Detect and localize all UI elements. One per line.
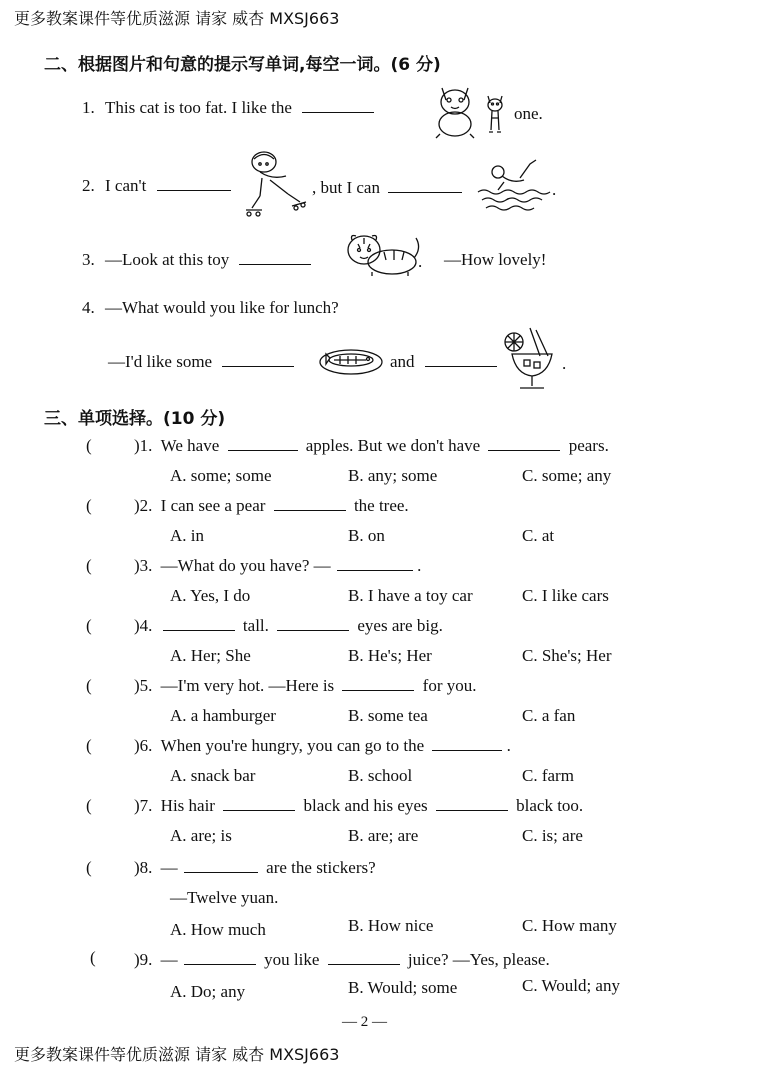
mc-q1-option-a[interactable]: A. some; some (170, 466, 272, 485)
mc-q6-option-c[interactable]: C. farm (522, 766, 574, 785)
answer-blank[interactable] (425, 352, 497, 367)
mc-q7-option-a[interactable]: A. are; is (170, 826, 232, 845)
s2-q4-text-b-label: and (390, 352, 415, 371)
s2-q4-text-b (390, 352, 497, 372)
swimming-icon (476, 158, 552, 212)
s2-q1-after: one. (514, 104, 543, 123)
answer-blank[interactable] (157, 176, 231, 191)
fish-dish-icon (318, 340, 384, 376)
answer-paren[interactable]: ( (86, 496, 92, 515)
mc-q8-reply: —Twelve yuan. (170, 888, 279, 907)
mc-q8-option-a[interactable]: A. How much (170, 920, 266, 939)
mc-question-8 (134, 858, 376, 878)
answer-blank[interactable] (163, 616, 235, 631)
s2-question-2 (82, 176, 231, 196)
mc-q7-option-b[interactable]: B. are; are (348, 826, 419, 845)
mc-q9-text: juice? —Yes, please. (407, 950, 550, 969)
answer-paren[interactable]: ( (86, 858, 92, 877)
mc-question-3 (134, 556, 421, 576)
mc-q9-option-b[interactable]: B. Would; some (348, 978, 458, 997)
page-footer: 更多教案课件等优质滋源 请家 威杏 MXSJ663 (14, 1045, 340, 1064)
s2-q3-text-b: . (418, 252, 423, 271)
mc-q3-text: —What do you have? — (160, 556, 331, 575)
s2-q2-text-b (312, 178, 462, 198)
answer-blank[interactable] (436, 796, 508, 811)
s2-question-1 (82, 98, 374, 118)
s2-q2-text-c: . (552, 180, 557, 199)
mc-q6-text: . (506, 736, 511, 755)
mc-q4-text: tall. (242, 616, 269, 635)
mc-q2-text: I can see a pear (160, 496, 266, 515)
mc-q2-option-b[interactable]: B. on (348, 526, 385, 545)
s2-q1-text: This cat is too fat. I like the (105, 98, 292, 117)
answer-blank[interactable] (184, 858, 258, 873)
mc-q5-text: —I'm very hot. —Here is (160, 676, 335, 695)
answer-blank[interactable] (277, 616, 349, 631)
mc-q4-option-c[interactable]: C. She's; Her (522, 646, 612, 665)
answer-blank[interactable] (328, 950, 400, 965)
mc-q5-option-a[interactable]: A. a hamburger (170, 706, 276, 725)
mc-q5-option-c[interactable]: C. a fan (522, 706, 576, 725)
mc-q5-number: )5. (134, 676, 153, 695)
s2-q1-number: 1. (82, 98, 95, 117)
s2-q3-text-a: —Look at this toy (105, 250, 230, 269)
mc-q9-text: you like (264, 950, 320, 969)
mc-q1-option-b[interactable]: B. any; some (348, 466, 438, 485)
mc-q1-text: apples. But we don't have (305, 436, 481, 455)
s2-q2-number: 2. (82, 176, 95, 195)
mc-q4-option-a[interactable]: A. Her; She (170, 646, 251, 665)
mc-q4-option-b[interactable]: B. He's; Her (348, 646, 432, 665)
mc-q9-option-a[interactable]: A. Do; any (170, 982, 246, 1001)
page-number: — 2 — (342, 1014, 387, 1030)
answer-paren[interactable]: ( (86, 616, 92, 635)
answer-blank[interactable] (239, 250, 311, 265)
mc-q8-option-c[interactable]: C. How many (522, 916, 617, 935)
answer-blank[interactable] (228, 436, 298, 451)
mc-q8-option-b[interactable]: B. How nice (348, 916, 434, 935)
mc-q7-text: black and his eyes (303, 796, 428, 815)
mc-q3-option-b[interactable]: B. I have a toy car (348, 586, 473, 605)
s2-q4-number: 4. (82, 298, 95, 317)
mc-question-9 (134, 950, 550, 970)
answer-paren[interactable]: ( (90, 948, 96, 967)
mc-question-7 (134, 796, 583, 816)
mc-q2-number: )2. (134, 496, 153, 515)
page-header: 更多教案课件等优质滋源 请家 威杏 MXSJ663 (14, 9, 340, 28)
mc-q2-text: the tree. (353, 496, 409, 515)
mc-q3-option-c[interactable]: C. I like cars (522, 586, 609, 605)
mc-q3-number: )3. (134, 556, 153, 575)
s2-question-4 (82, 298, 339, 318)
mc-q5-option-b[interactable]: B. some tea (348, 706, 428, 725)
s2-question-3 (82, 250, 311, 270)
answer-blank[interactable] (184, 950, 256, 965)
mc-q7-option-c[interactable]: C. is; are (522, 826, 583, 845)
mc-q1-option-c[interactable]: C. some; any (522, 466, 612, 485)
answer-blank[interactable] (342, 676, 414, 691)
answer-blank[interactable] (274, 496, 346, 511)
mc-q8-text: — (160, 858, 178, 877)
answer-paren[interactable]: ( (86, 556, 92, 575)
answer-blank[interactable] (388, 178, 462, 193)
mc-q1-text: pears. (568, 436, 609, 455)
mc-q2-option-a[interactable]: A. in (170, 526, 204, 545)
mc-q3-option-a[interactable]: A. Yes, I do (170, 586, 251, 605)
mc-question-4 (134, 616, 443, 636)
mc-question-6 (134, 736, 511, 756)
answer-blank[interactable] (337, 556, 413, 571)
mc-question-5 (134, 676, 477, 696)
mc-q1-number: )1. (134, 436, 153, 455)
s2-q2-text-a: I can't (105, 176, 147, 195)
thin-cat-icon (484, 94, 506, 136)
mc-q3-text: . (417, 556, 422, 575)
toy-tiger-icon (344, 232, 424, 278)
mc-q9-text: — (160, 950, 178, 969)
answer-paren[interactable]: ( (86, 436, 92, 455)
s2-q3-text-c: —How lovely! (444, 250, 547, 269)
answer-blank[interactable] (222, 352, 294, 367)
mc-q6-option-b[interactable]: B. school (348, 766, 413, 785)
mc-q4-number: )4. (134, 616, 153, 635)
mc-q6-number: )6. (134, 736, 153, 755)
s2-q2-text-b-label: , but I can (312, 178, 380, 197)
s2-q4-answer-line (108, 352, 294, 372)
mc-q1-text: We have (160, 436, 220, 455)
section-2-title: 二、根据图片和句意的提示写单词,每空一词。(6 分) (44, 55, 441, 75)
answer-blank[interactable] (302, 98, 374, 113)
mc-question-1 (134, 436, 609, 456)
mc-q7-number: )7. (134, 796, 153, 815)
s2-q3-number: 3. (82, 250, 95, 269)
mc-q4-text: eyes are big. (357, 616, 443, 635)
answer-blank[interactable] (488, 436, 560, 451)
fat-cat-icon (432, 82, 478, 140)
skating-boy-icon (242, 150, 306, 220)
s2-q4-text-a: —I'd like some (108, 352, 213, 371)
mc-q8-number: )8. (134, 858, 153, 877)
mc-q8-text: are the stickers? (266, 858, 376, 877)
mc-q7-text: His hair (160, 796, 215, 815)
section-3-title: 三、单项选择。(10 分) (44, 409, 226, 429)
answer-paren[interactable]: ( (86, 676, 92, 695)
answer-blank[interactable] (432, 736, 502, 751)
mc-q2-option-c[interactable]: C. at (522, 526, 555, 545)
mc-q7-text: black too. (516, 796, 584, 815)
mc-q9-number: )9. (134, 950, 153, 969)
answer-blank[interactable] (223, 796, 295, 811)
mc-q6-option-a[interactable]: A. snack bar (170, 766, 256, 785)
s2-q4-line1: —What would you like for lunch? (105, 298, 339, 317)
answer-paren[interactable]: ( (86, 796, 92, 815)
mc-question-2 (134, 496, 409, 516)
s2-q4-text-c: . (562, 354, 567, 373)
mc-q5-text: for you. (422, 676, 477, 695)
answer-paren[interactable]: ( (86, 736, 92, 755)
mc-q9-option-c[interactable]: C. Would; any (522, 976, 620, 995)
mc-q6-text: When you're hungry, you can go to the (160, 736, 425, 755)
juice-glass-icon (500, 326, 567, 392)
